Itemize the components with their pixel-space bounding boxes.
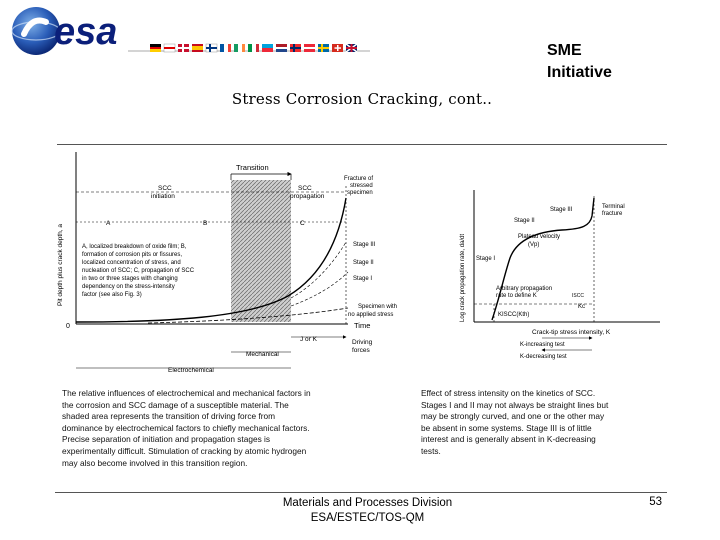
no-stress-label-2: no applied stress (348, 312, 394, 318)
j-or-k-label: J or K (300, 336, 317, 343)
svg-text:A, localized breakdown of oxid: A, localized breakdown of oxide film; B, (82, 244, 187, 250)
slide-title: Stress Corrosion Cracking, cont.. (231, 90, 493, 108)
svg-text:formation of corrosion pits or: formation of corrosion pits or fissures, (82, 252, 183, 258)
badge-line2: Initiative (547, 64, 612, 81)
top-divider (57, 144, 667, 145)
sme-initiative-badge (547, 40, 612, 84)
svg-text:in two or three stages with ch: in two or three stages with changing (82, 276, 178, 282)
fracture-label-3: specimen (347, 190, 373, 196)
label-A: A (106, 220, 111, 227)
flag-strip (150, 44, 357, 52)
label-C: C (300, 220, 305, 227)
arbitrary-label-1: Arbitrary propagation (496, 286, 553, 292)
transition-label: Transition (236, 163, 269, 172)
left-caption: The relative influences of electrochemical and mechanical factors in the corrosion and SCC damage of a susceptible material. The shaded area represents the transition of driving force from dominance by electrochemical factors to chiefly mechanical factors. Precise separation of initiation and propagation stages is experimentally difficult. Stimulation of cracking by atomic hydrogen may also become involved in this transition region. (62, 388, 311, 468)
stage-I-label: Stage I (353, 276, 373, 282)
kiscc-subscript: ISCC (572, 293, 584, 299)
fig2-stage-I: Stage I (476, 256, 496, 262)
arbitrary-label-2: rate to define K (496, 293, 537, 299)
logo-text: esa (54, 11, 118, 53)
svg-text:factor (see also Fig. 3): factor (see also Fig. 3) (82, 292, 142, 298)
kinetics-curve (492, 198, 594, 320)
transition-shaded-area (231, 180, 291, 322)
svg-text:localized concentration of str: localized concentration of stress, and (82, 260, 181, 266)
footer-division: Materials and Processes Division (282, 497, 453, 509)
fig2-x-label: Crack-tip stress intensity, K (532, 329, 611, 336)
fracture-label-1: Fracture of (344, 176, 374, 182)
terminal-label-1: Terminal (602, 204, 625, 210)
right-caption: Effect of stress intensity on the kinetics of SCC. Stages I and II may not always be straight lines but may be strongly curved, and one or the other may be absent in some systems. Stage III is of little interest and is generally absent in K-decreasing tests. (421, 388, 609, 456)
badge-line1: SME (547, 42, 582, 59)
stage-II-label: Stage II (353, 260, 374, 266)
stage-curve-2 (291, 242, 346, 298)
footer (250, 496, 485, 526)
kiscc-label: KISCC(Kth) (498, 312, 530, 318)
fig1-annotation (82, 244, 195, 298)
stage-III-label: Stage III (353, 242, 376, 248)
plateau-label-2: (Vp) (528, 242, 540, 248)
fig2-stage-III: Stage III (550, 207, 573, 213)
k-decreasing-label: K-decreasing test (520, 354, 567, 360)
page-number: 53 (649, 496, 662, 508)
stress-intensity-figure (452, 186, 664, 360)
scc-propagation-label-2: propagation (290, 193, 325, 200)
svg-text:nucleation of SCC; C, propagat: nucleation of SCC; C, propagation of SCC (82, 268, 195, 274)
esa-logo (8, 4, 370, 58)
zero-label: 0 (66, 323, 70, 330)
bottom-divider (55, 492, 667, 493)
globe-icon (12, 7, 60, 55)
stage-curve-1 (291, 272, 348, 306)
plateau-label-1: Plateau velocity (518, 234, 561, 240)
fig2-stage-II: Stage II (514, 218, 535, 224)
electrochemical-label: Electrochemical (168, 367, 214, 374)
driving-forces-label-2: forces (352, 347, 370, 354)
scc-initiation-label-2: initiation (151, 193, 175, 200)
footer-department: ESA/ESTEC/TOS-QM (310, 512, 425, 524)
no-stress-label-1: Specimen with (358, 304, 398, 310)
mechanical-label: Mechanical (246, 351, 279, 358)
fig2-y-label: Log crack propagation rate, da/dt (460, 233, 466, 322)
label-B: B (203, 220, 208, 227)
scc-initiation-label-1: SCC (158, 185, 172, 192)
driving-forces-label-1: Driving (352, 339, 373, 346)
k-increasing-label: K-increasing test (520, 342, 565, 348)
fracture-label-2: stressed (350, 183, 373, 189)
scc-initiation-figure (48, 146, 398, 380)
fig1-x-label: Time (354, 321, 371, 330)
kc-label: Kc (578, 304, 586, 310)
scc-propagation-label-1: SCC (298, 185, 312, 192)
terminal-label-2: fracture (602, 211, 623, 217)
fig1-y-label: Pit depth plus crack depth, a (57, 223, 64, 306)
svg-text:dependency on the stress-inten: dependency on the stress-intensity (82, 284, 175, 290)
